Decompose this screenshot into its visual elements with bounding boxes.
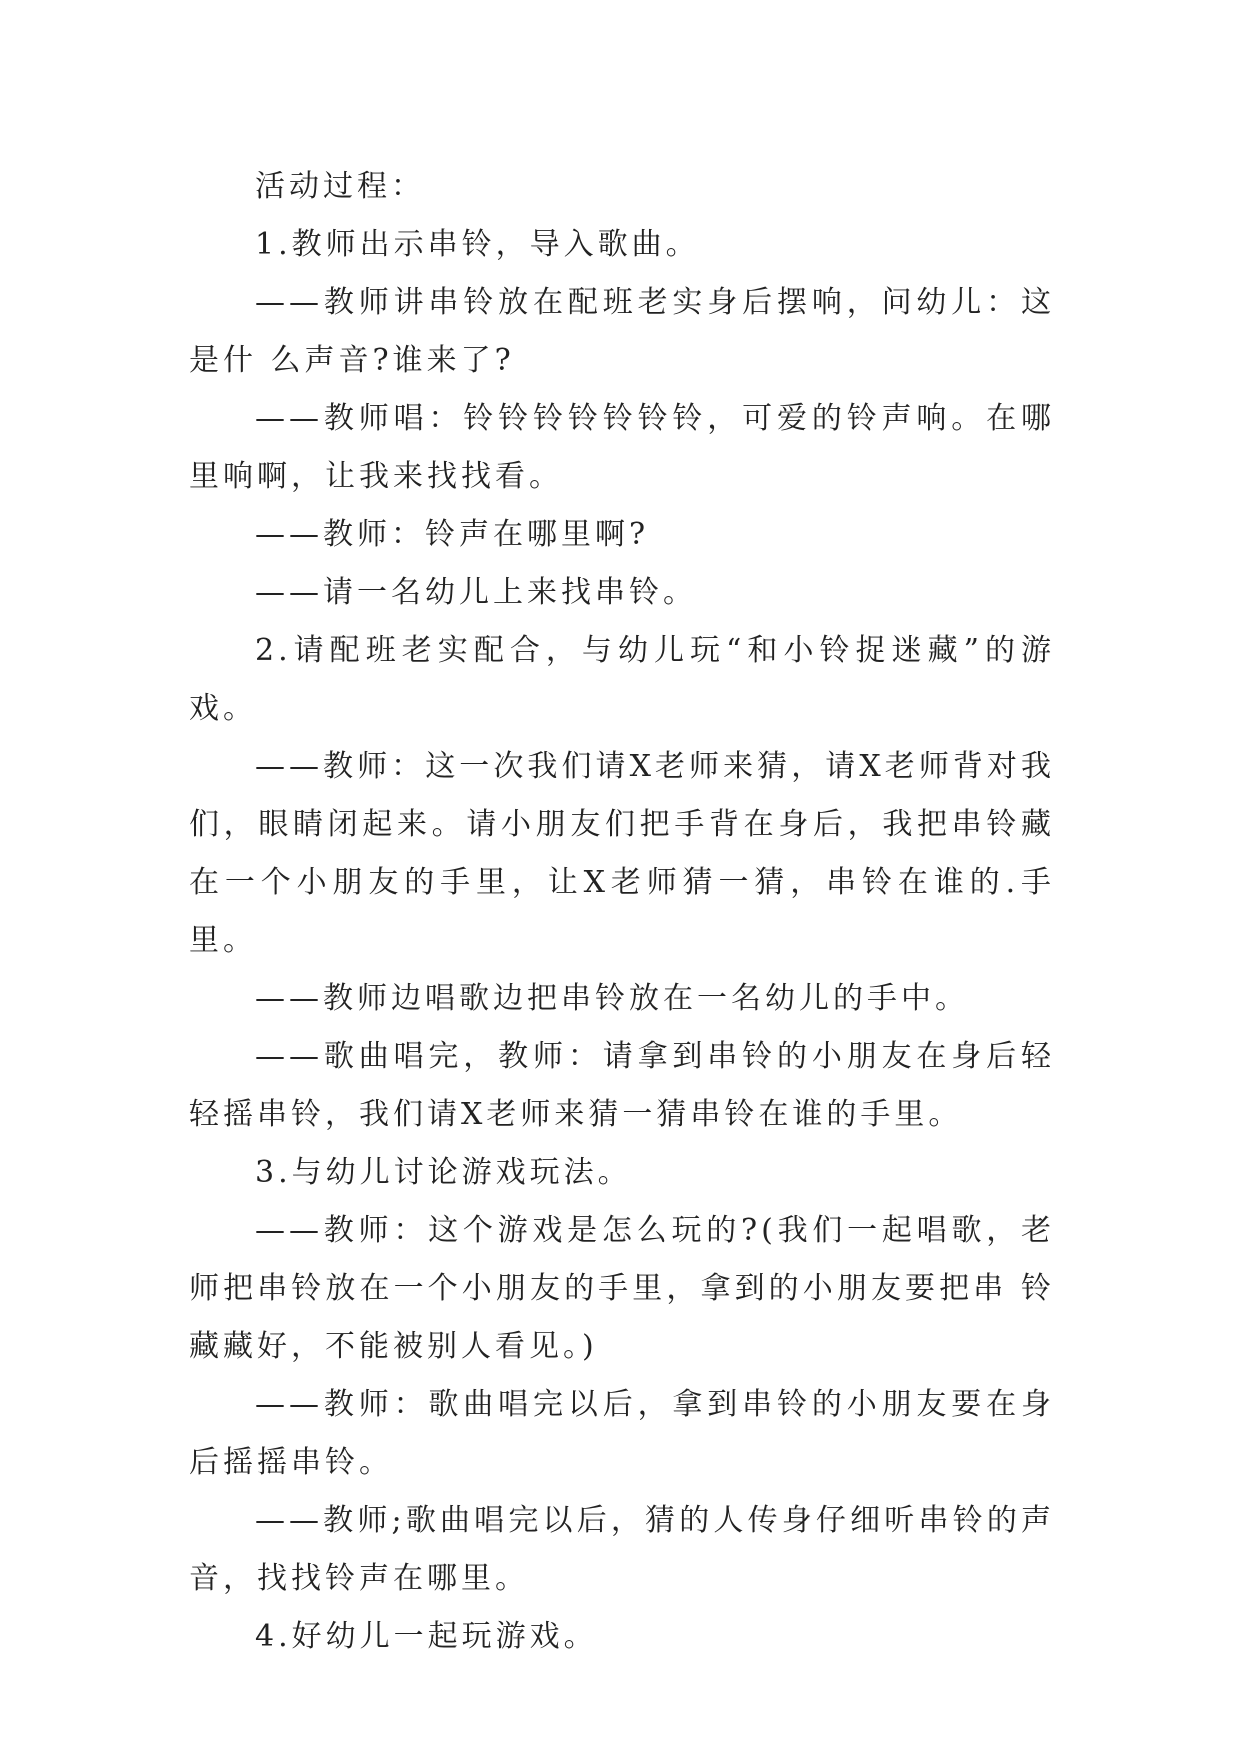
paragraph: ——教师：这个游戏是怎么玩的?(我们一起唱歌，老师把串铃放在一个小朋友的手里，拿到的小朋友要把串 铃藏藏好，不能被别人看见。) — [189, 1213, 1055, 1364]
paragraph: ——教师：铃声在哪里啊? — [255, 517, 650, 552]
paragraph-heading: 活动过程： — [255, 169, 425, 204]
paragraph: 4.好幼儿一起玩游戏。 — [255, 1619, 598, 1654]
paragraph: ——教师：歌曲唱完以后，拿到串铃的小朋友要在身后摇摇串铃。 — [189, 1387, 1055, 1480]
document-body — [189, 158, 1055, 1666]
paragraph: ——教师：这一次我们请X老师来猜，请X老师背对我们，眼睛闭起来。请小朋友们把手背在身后，我把串铃藏在一个小朋友的手里，让X老师猜一猜，串铃在谁的.手里。 — [189, 749, 1055, 958]
paragraph: 1.教师出示串铃，导入歌曲。 — [255, 227, 700, 262]
paragraph: ——歌曲唱完，教师：请拿到串铃的小朋友在身后轻轻摇串铃，我们请X老师来猜一猜串铃在谁的手里。 — [189, 1039, 1055, 1132]
paragraph: 2.请配班老实配合，与幼儿玩“和小铃捉迷藏”的游戏。 — [189, 633, 1055, 726]
paragraph: ——教师;歌曲唱完以后，猜的人传身仔细听串铃的声音，找找铃声在哪里。 — [189, 1503, 1055, 1596]
paragraph: ——教师唱：铃铃铃铃铃铃铃，可爱的铃声响。在哪里响啊，让我来找找看。 — [189, 401, 1055, 494]
paragraph: ——教师讲串铃放在配班老实身后摆响，问幼儿：这是什 么声音?谁来了? — [189, 285, 1055, 378]
paragraph: ——请一名幼儿上来找串铃。 — [255, 575, 697, 610]
paragraph: ——教师边唱歌边把串铃放在一名幼儿的手中。 — [255, 981, 969, 1016]
paragraph: 3.与幼儿讨论游戏玩法。 — [255, 1155, 632, 1190]
